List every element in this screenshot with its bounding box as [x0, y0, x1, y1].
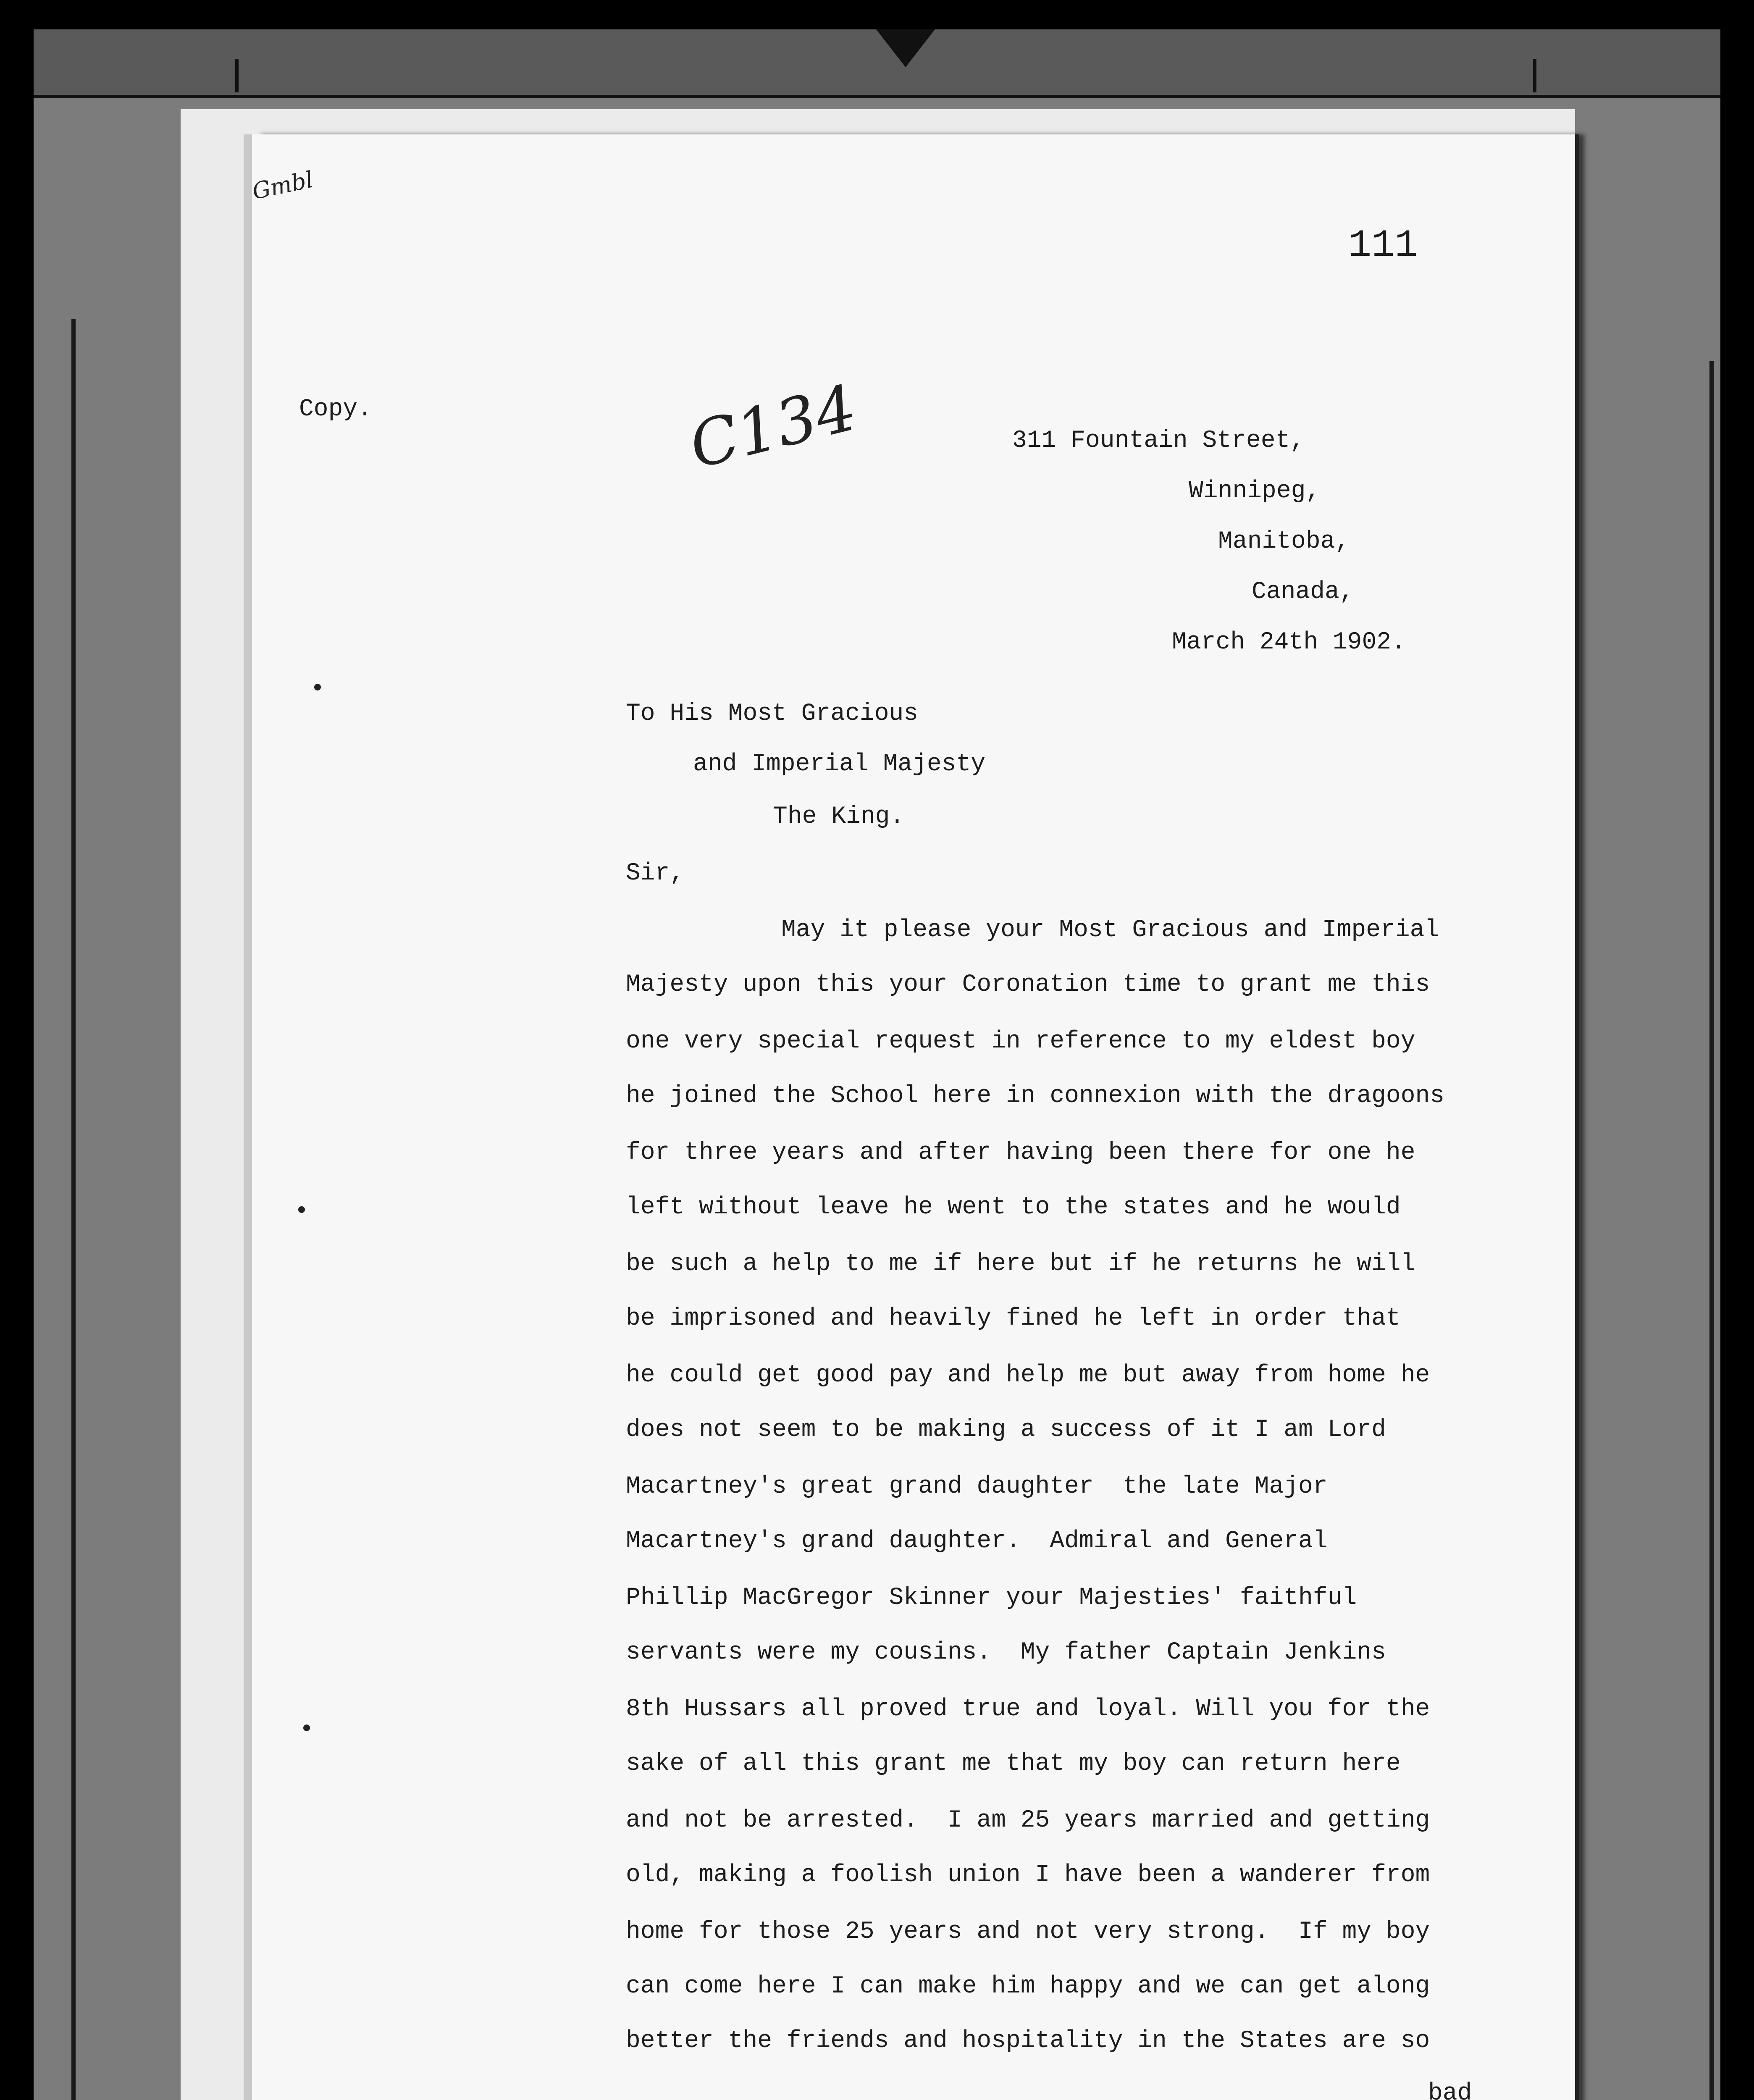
body-line: servants were my cousins. My father Captain Jenkins: [626, 1639, 1386, 1666]
body-line: be such a help to me if here but if he returns he will: [626, 1250, 1415, 1278]
address-line: Winnipeg,: [1189, 478, 1321, 505]
frame-notch: [876, 29, 935, 67]
body-line: old, making a foolish union I have been a wanderer from: [626, 1861, 1430, 1889]
punch-mark: [314, 684, 321, 690]
body-line: 8th Hussars all proved true and loyal. Will you for the: [626, 1696, 1430, 1723]
letter-page-edge: [244, 134, 253, 2100]
address-line: 311 Fountain Street,: [1012, 427, 1305, 454]
body-line: better the friends and hospitality in the States are so: [626, 2027, 1430, 2055]
recipient-line: and Imperial Majesty: [693, 751, 986, 778]
address-line: Canada,: [1252, 578, 1354, 606]
body-line: for three years and after having been there for one he: [626, 1139, 1415, 1166]
recipient-line: To His Most Gracious: [626, 700, 919, 727]
punch-mark: [303, 1725, 310, 1731]
frame-line: [34, 95, 1720, 98]
body-line: one very special request in reference to my eldest boy: [626, 1028, 1415, 1055]
film-edge-left: [71, 319, 76, 2100]
archive-handwritten-mark: C134: [682, 371, 864, 483]
letter-date: March 24th 1902.: [1172, 629, 1406, 656]
address-line: Manitoba,: [1218, 528, 1350, 555]
body-line: Macartney's grand daughter. Admiral and General: [626, 1528, 1328, 1555]
body-line: left without leave he went to the states and he would: [626, 1194, 1401, 1221]
corner-handwritten-note: Gmbl: [250, 166, 316, 205]
body-line: sake of all this grant me that my boy can return here: [626, 1750, 1401, 1777]
body-line: he could get good pay and help me but away from home he: [626, 1362, 1430, 1389]
film-edge-right: [1709, 361, 1714, 2100]
body-line: can come here I can make him happy and we can get along: [626, 1973, 1430, 2000]
punch-mark: [298, 1206, 305, 1213]
salutation: Sir,: [626, 860, 685, 887]
body-line: Majesty upon this your Coronation time to grant me this: [626, 971, 1430, 998]
body-line: Macartney's great grand daughter the late Major: [626, 1473, 1328, 1500]
body-line: and not be arrested. I am 25 years married and getting: [626, 1807, 1430, 1834]
body-line: May it please your Most Gracious and Imperial: [781, 916, 1439, 944]
body-line: Phillip MacGregor Skinner your Majesties' faithful: [626, 1584, 1357, 1612]
body-line: does not seem to be making a success of it I am Lord: [626, 1416, 1386, 1444]
body-line: he joined the School here in connexion with the dragoons: [626, 1082, 1445, 1110]
catchword: bad: [1428, 2080, 1472, 2100]
frame-tick-right: [1533, 59, 1536, 92]
page-number: 111: [1348, 223, 1418, 268]
copy-label: Copy.: [299, 396, 373, 423]
recipient-line: The King.: [773, 803, 905, 830]
letter-page: [252, 134, 1575, 2100]
body-line: home for those 25 years and not very strong. If my boy: [626, 1918, 1430, 1945]
frame-tick-left: [235, 59, 239, 92]
body-line: be imprisoned and heavily fined he left in order that: [626, 1305, 1401, 1332]
